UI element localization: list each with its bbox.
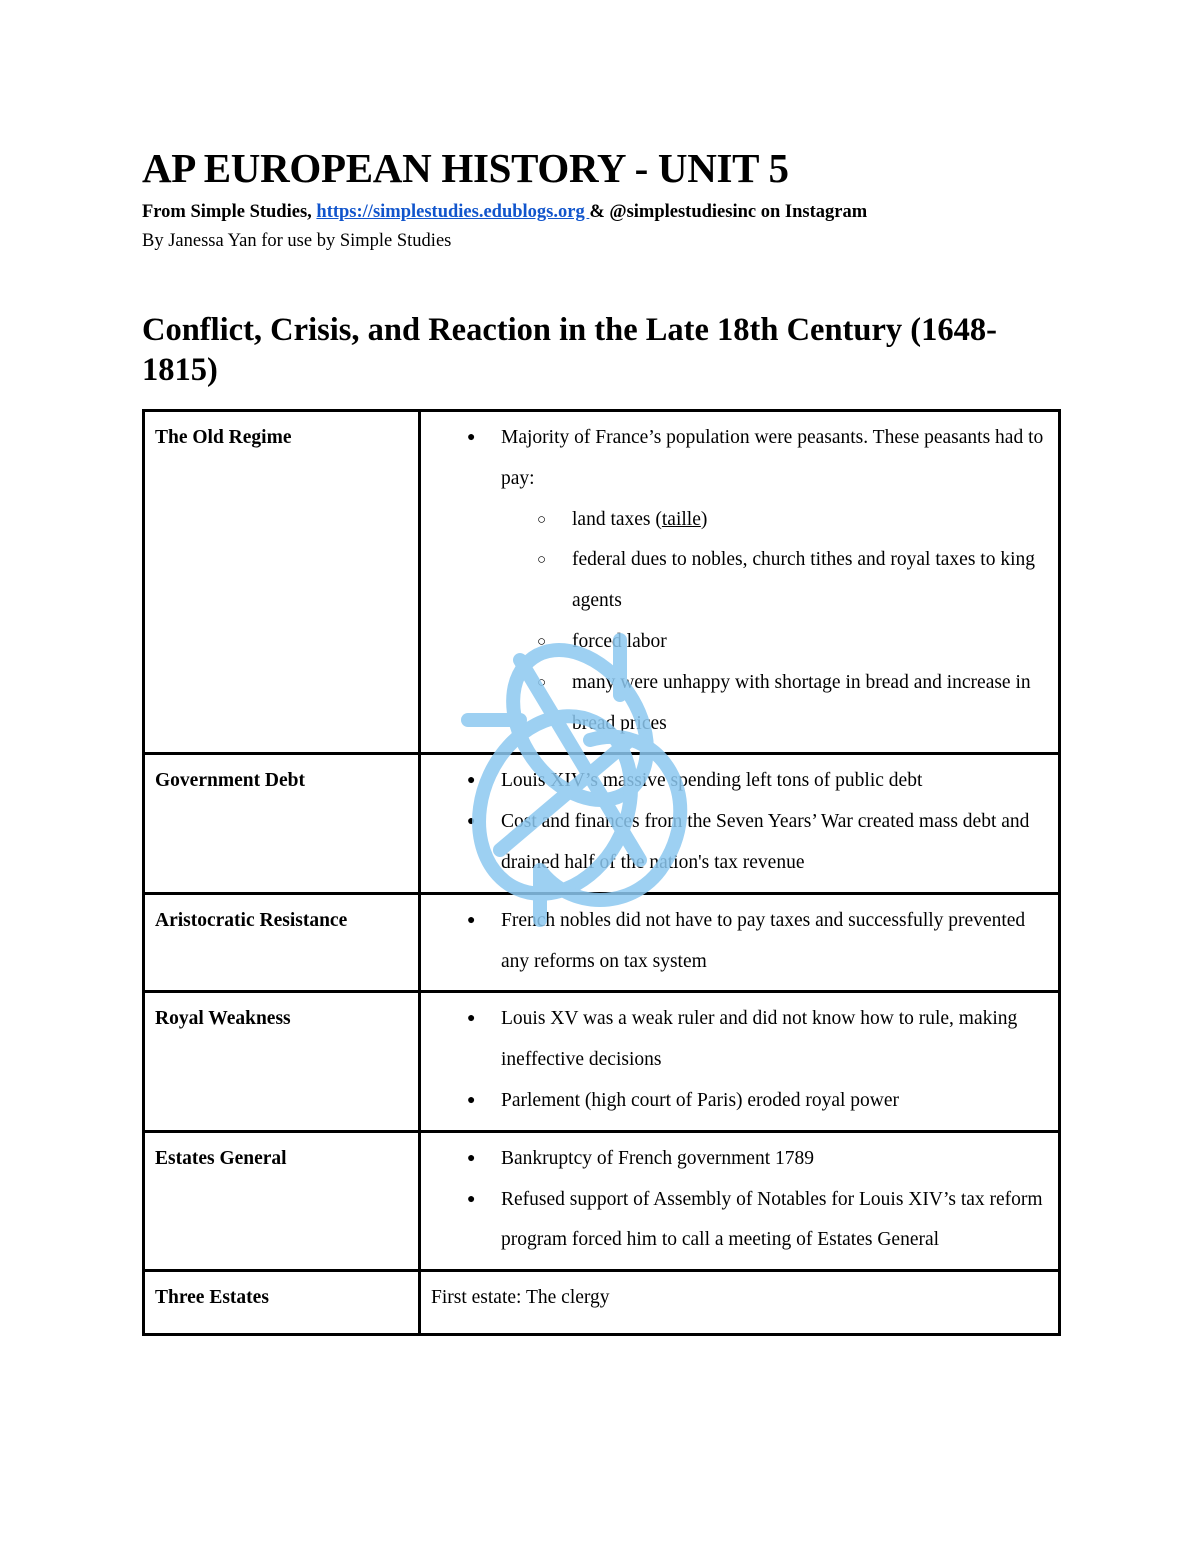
detail-cell <box>420 411 1060 754</box>
source-line <box>142 200 867 224</box>
topic-label: The Old Regime <box>155 427 292 448</box>
bullet-list <box>421 1133 1058 1269</box>
table-row <box>144 754 1060 893</box>
topic-label: Government Debt <box>155 770 306 792</box>
list-item: ○ land taxes (taille) <box>421 500 1048 541</box>
notes-table <box>142 409 1061 1336</box>
hollow-bullet-icon: ○ <box>537 552 547 569</box>
topic-cell <box>144 893 420 992</box>
detail-cell <box>420 992 1060 1131</box>
filled-bullet-icon: ● <box>467 773 476 789</box>
filled-bullet-icon: ● <box>467 430 476 445</box>
list-item: ○ federal dues to nobles, church tithes and royal taxes to king agents <box>421 540 1048 622</box>
list-item: ○ many were unhappy with shortage in bread and increase in bread prices <box>421 663 1048 745</box>
hollow-bullet-icon: ○ <box>537 633 547 650</box>
list-item: ● Parlement (high court of Paris) eroded royal power <box>421 1081 1048 1122</box>
topic-cell <box>144 411 420 754</box>
list-item: ● French nobles did not have to pay taxes and successfully prevented any reforms on tax system <box>421 901 1048 983</box>
topic-cell <box>144 1131 420 1270</box>
topic-label: Estates General <box>155 1147 287 1169</box>
table-row <box>144 893 1060 992</box>
filled-bullet-icon: ● <box>467 1191 476 1207</box>
table-row <box>144 1131 1060 1270</box>
underlined-term: taille <box>661 508 701 530</box>
filled-bullet-icon: ● <box>467 912 476 928</box>
topic-label: Royal Weakness <box>155 1008 291 1030</box>
topic-cell <box>144 1271 420 1335</box>
detail-cell <box>420 1131 1060 1270</box>
source-link[interactable]: https://simplestudies.edublogs.org <box>316 202 590 222</box>
topic-cell <box>144 992 420 1131</box>
topic-label: Three Estates <box>155 1287 269 1309</box>
detail-text: First estate: The clergy <box>431 1287 610 1309</box>
filled-bullet-icon: ● <box>467 1150 476 1166</box>
bullet-list <box>421 993 1058 1129</box>
list-item: ● Cost and finances from the Seven Years’ War created mass debt and drained half of the nation's tax revenue <box>421 802 1048 884</box>
detail-cell <box>420 754 1060 893</box>
table-row <box>144 1271 1060 1335</box>
list-item: ● Refused support of Assembly of Notables for Louis XIV’s tax reform program forced him to call a meeting of Estates General <box>421 1180 1048 1262</box>
source-suffix: & @simplestudiesinc on Instagram <box>589 202 868 222</box>
topic-label: Aristocratic Resistance <box>155 909 348 931</box>
filled-bullet-icon: ● <box>467 1011 476 1027</box>
byline: By Janessa Yan for use by Simple Studies <box>142 231 452 251</box>
bullet-list <box>421 755 1058 891</box>
detail-cell <box>420 893 1060 992</box>
filled-bullet-icon: ● <box>467 1092 476 1108</box>
list-item: ● Louis XIV’s massive spending left tons of public debt <box>421 761 1048 802</box>
table-row <box>144 992 1060 1131</box>
source-prefix: From Simple Studies, <box>142 202 317 222</box>
list-item: ○ forced labor <box>421 622 1048 663</box>
list-item: ● Louis XV was a weak ruler and did not know how to rule, making ineffective decisions <box>421 999 1048 1081</box>
table-row <box>144 411 1060 754</box>
bullet-list <box>421 412 1058 752</box>
list-item: ● Majority of France’s population were peasants. These peasants had to pay: <box>421 418 1048 500</box>
list-item: ● Bankruptcy of French government 1789 <box>421 1139 1048 1180</box>
hollow-bullet-icon: ○ <box>537 674 547 691</box>
bullet-list <box>421 895 1058 991</box>
filled-bullet-icon: ● <box>467 814 476 830</box>
hollow-bullet-icon: ○ <box>537 511 547 528</box>
document-title: AP EUROPEAN HISTORY - UNIT 5 <box>142 145 789 191</box>
topic-cell <box>144 754 420 893</box>
detail-cell <box>420 1271 1060 1335</box>
section-heading: Conflict, Crisis, and Reaction in the Late 18th Century (1648-1815) <box>142 312 997 388</box>
